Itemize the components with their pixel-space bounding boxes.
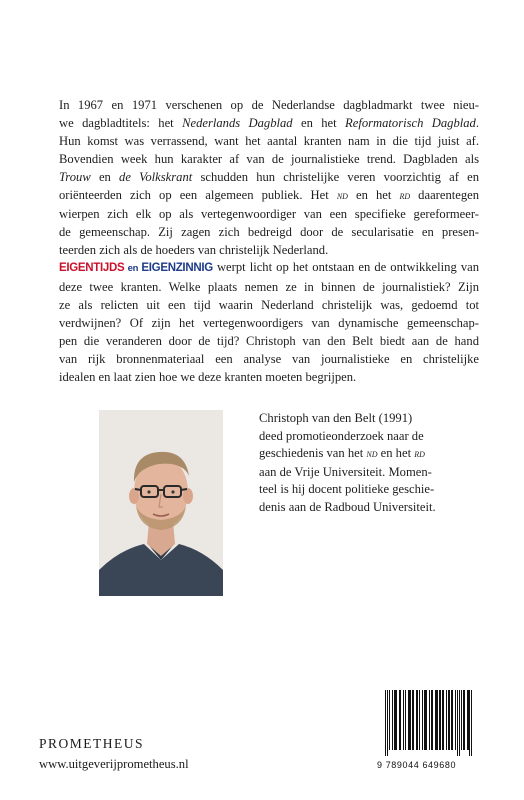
intro-line: Bovendien week hun karakter af van de journalistieke trend. Dagbladen als [59, 152, 479, 166]
barcode-bar [463, 690, 465, 750]
barcode-bar [431, 690, 433, 750]
publisher-logo: PROMETHEUS [39, 736, 145, 751]
barcode-bar [469, 690, 470, 756]
intro-line: In 1967 en 1971 verschenen op de Nederlandse dagbladmarkt twee nieu- [59, 98, 479, 112]
barcode-bar [399, 690, 401, 750]
newspaper-abbrev: nd [336, 190, 348, 202]
bio-line: geschiedenis van het nd en het rd [259, 446, 425, 460]
barcode-bar [442, 690, 444, 750]
barcode-bar [412, 690, 414, 750]
barcode-bar [387, 690, 388, 756]
intro-line: oriënteerden zich op een algemeen publiek. Het nd en het rd daarentegen [59, 188, 480, 202]
bio-line: aan de Vrije Universiteit. Momen- [259, 464, 432, 479]
barcode-bar [435, 690, 438, 750]
barcode-bar [439, 690, 441, 750]
barcode-bar [416, 690, 418, 750]
barcode-bar [461, 690, 462, 750]
barcode-bar [446, 690, 447, 750]
author-bio [259, 410, 479, 516]
isbn-barcode [381, 690, 477, 770]
bio-line: teel is hij docent politieke geschie- [259, 482, 435, 496]
bio-line: denis aan de Radboud Universiteit. [259, 499, 436, 514]
barcode-bar [471, 690, 472, 756]
barcode-bar [429, 690, 430, 750]
publisher-website: www.uitgeverijprometheus.nl [39, 757, 189, 771]
intro-line: we dagbladtitels: het Nederlands Dagblad en het Reformatorisch Dagblad. [59, 116, 480, 130]
barcode-bar [408, 690, 411, 750]
intro-line: Hun komst was verrassend, want het aantal kranten nam in die tijd juist af. [59, 134, 479, 148]
italic-title: Trouw [59, 170, 91, 184]
intro-line: teerden zich als de hoeders van christelijk Nederland. [59, 243, 329, 257]
intro-line: Trouw en de Volkskrant schudden hun christelijke veren voorzichtig af en [59, 170, 479, 184]
barcode-bar [389, 690, 390, 750]
italic-title: Reformatorisch Dagblad [345, 116, 476, 130]
newspaper-abbrev: nd [366, 448, 378, 460]
barcode-bar [448, 690, 450, 750]
body-line: pen die veranderen door de tijd? Christoph van den Belt biedt aan de hand [59, 334, 479, 348]
barcode-bar [403, 690, 404, 750]
barcode-bar [392, 690, 393, 750]
newspaper-abbrev: rd [399, 190, 411, 202]
barcode-bar [457, 690, 458, 756]
bio-line: Christoph van den Belt (1991) [259, 411, 413, 425]
intro-line: de gemeenschap. Zij zagen zich bedreigd door de secularisatie en presen- [59, 225, 479, 239]
body-line: deze twee kranten. Welke plaats nemen ze in binnen de journalistiek? Zijn [59, 280, 479, 294]
barcode-bar [385, 690, 386, 756]
barcode-bar [455, 690, 456, 750]
author-photo [99, 410, 223, 596]
newspaper-abbrev: rd [414, 448, 425, 460]
body-paragraph [59, 258, 479, 386]
barcode-bar [459, 690, 460, 756]
book-title-mark: EIGENTIJDS en EIGENZINNIG [59, 262, 213, 274]
italic-title: de Volkskrant [119, 170, 193, 184]
body-line: verdwijnen? Of zijn het vertegenwoordigers van dynamische gemeenschap- [59, 316, 479, 330]
barcode-bar [405, 690, 406, 750]
barcode-bar [419, 690, 420, 750]
body-line: idealen en laat zien hoe we deze kranten moeten begrijpen. [59, 370, 357, 384]
bio-line: deed promotieonderzoek naar de [259, 428, 424, 443]
barcode-bar [394, 690, 397, 750]
body-line: ze als relicten uit een tijd waarin Nederland christelijk was, gedoemd tot [59, 298, 479, 312]
body-line: van rijk bronnenmateriaal een analyse van journalistieke en christelijke [59, 352, 479, 366]
italic-title: Nederlands Dagblad [182, 116, 293, 130]
barcode-bar [422, 690, 423, 750]
intro-line: wierpen zich elk op als vertegenwoordiger van een specifieke gereformeer- [59, 207, 479, 221]
body-line: EIGENTIJDS en EIGENZINNIG werpt licht op het ontstaan en de ontwikkeling van [59, 260, 479, 274]
barcode-bar [424, 690, 427, 750]
barcode-bar [451, 690, 453, 750]
isbn-digits: 9 789044 649680 [377, 760, 457, 770]
intro-paragraph [59, 96, 479, 259]
